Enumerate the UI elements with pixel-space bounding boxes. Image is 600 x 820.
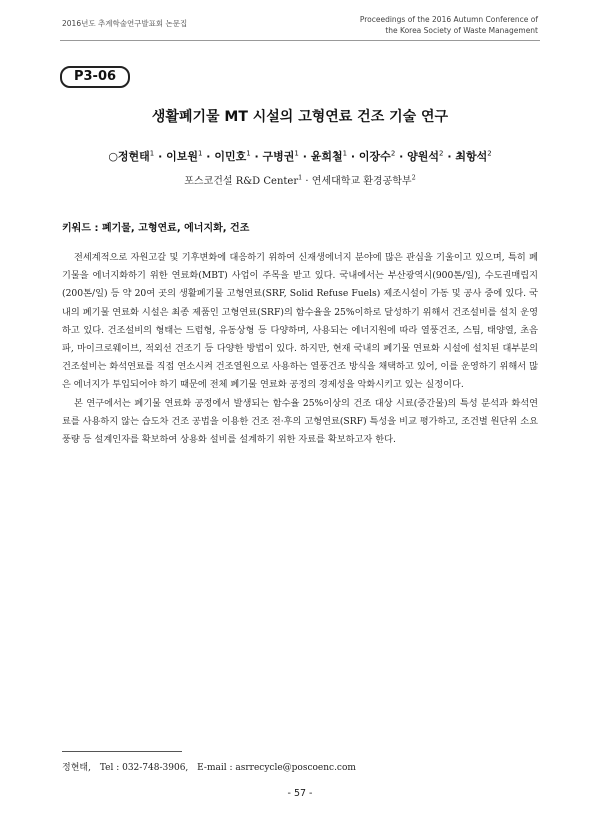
- author-name: 이보원: [166, 150, 198, 163]
- session-code-badge: P3-06: [60, 66, 130, 88]
- header-divider: [60, 40, 540, 41]
- author-aff: 1: [246, 149, 251, 158]
- body-paragraph: 본 연구에서는 폐기물 연료화 공정에서 발생되는 함수율 25%이상의 건조 대상 시료(중간물)의 특성 분석과 화석연료를 사용하지 않는 습도차 건조 공법을 이용한 건조 전·후의 고형연료(SRF) 특성을 비교 평가하고, 조건별 원단위 소요 풍량 등 설계인자를 확보하여 상용화 설비를 설계하기 위한 자료를 확보하고자 한다.: [62, 397, 538, 446]
- author-name: 윤희철: [310, 150, 343, 163]
- author-aff: 2: [439, 149, 444, 158]
- author-name: 구병권: [262, 150, 295, 163]
- author-name: 최항석: [455, 150, 488, 163]
- author-name: ○정현태: [108, 150, 150, 163]
- affiliation-1-num: 1: [298, 173, 303, 182]
- body-paragraph: 전세계적으로 자원고갈 및 기후변화에 대응하기 위하여 신재생에너지 분야에 많은 관심을 기울이고 있으며, 특히 폐기물을 에너지화하기 위한 연료화(MBT) 사업이 주목을 받고 있다. 국내에서는 부산광역시(900톤/일), 수도권매립지(200톤/일) 등 약 20여 곳의 생활폐기물 고형연료(SRF, Solid Refuse Fuels) 제조시설이 가동 및 공사 중에 있다. 국내의 폐기물 연료화 시설은 최종 제품인 고형연료(SRF)의 함수율을 25%이하로 달성하기 위해서 건조설비를 설치 운영하고 있다. 건조설비의 형태는 드럼형, 유동상형 등 다양하며, 사용되는 에너지원에 따라 열풍건조, 스팀, 태양열, 초음파, 마이크로웨이브, 적외선 건조기 등 다양한 방법이 있다. 하지만, 현재 국내의 폐기물 연료화 시설에 설치된 대부분의 건조설비는 화석연료를 직접 연소시켜 건조열원으로 사용하는 열풍건조 방식을 채택하고 있어, 이를 운영하기 위해서 많은 에너지가 투입되어야 하기 때문에 전체 폐기물 연료화 공정의 경제성을 악화시키고 있는 실정이다.: [62, 252, 538, 391]
- page-number: - 57 -: [287, 788, 313, 799]
- footnote-tel: Tel : 032-748-3906,: [99, 763, 189, 773]
- author-name: 이장수: [358, 150, 391, 163]
- paper-title: 생활폐기물 MT 시설의 고형연료 건조 기술 연구: [151, 109, 449, 125]
- author-aff: 2: [390, 149, 396, 158]
- abstract-body: [62, 249, 538, 449]
- author-name: 이민호: [214, 150, 247, 163]
- footnote-email: E-mail : asrrecycle@poscoenc.com: [197, 763, 356, 773]
- author-aff: 1: [342, 149, 348, 158]
- header-left: 2016년도 추계학술연구발표회 논문집: [62, 19, 188, 28]
- affiliation-1: 포스코건설 R&D Center: [184, 176, 299, 187]
- keywords: 키워드 : 폐기물, 고형연료, 에너지화, 건조: [62, 223, 250, 234]
- header-right-line2: the Korea Society of Waste Management: [385, 26, 538, 35]
- footnote-divider: [62, 751, 182, 752]
- affiliation-2: 연세대학교 환경공학부: [311, 176, 412, 187]
- footnote: [62, 760, 362, 773]
- author-aff: 1: [294, 149, 299, 158]
- affiliation-2-num: 2: [411, 173, 416, 182]
- author-list: ○정현태$^1$ · 이보원$^1$ · 이민호$^1$ · 구병권$^1$ · 윤희철$^1$ · 이장수$^2$ · 양원석$^2$ · 최항석$^2$: [108, 149, 492, 163]
- author-aff: 2: [487, 149, 492, 158]
- footnote-name: 정현태,: [62, 763, 91, 773]
- author-aff: 1: [198, 149, 203, 158]
- author-name: 양원석: [407, 150, 440, 163]
- author-aff: 1: [149, 149, 155, 158]
- affiliation-separator: ·: [302, 176, 312, 187]
- header-right: [360, 14, 538, 36]
- affiliations: [0, 172, 600, 187]
- header-right-line1: Proceedings of the 2016 Autumn Conference of: [359, 15, 538, 24]
